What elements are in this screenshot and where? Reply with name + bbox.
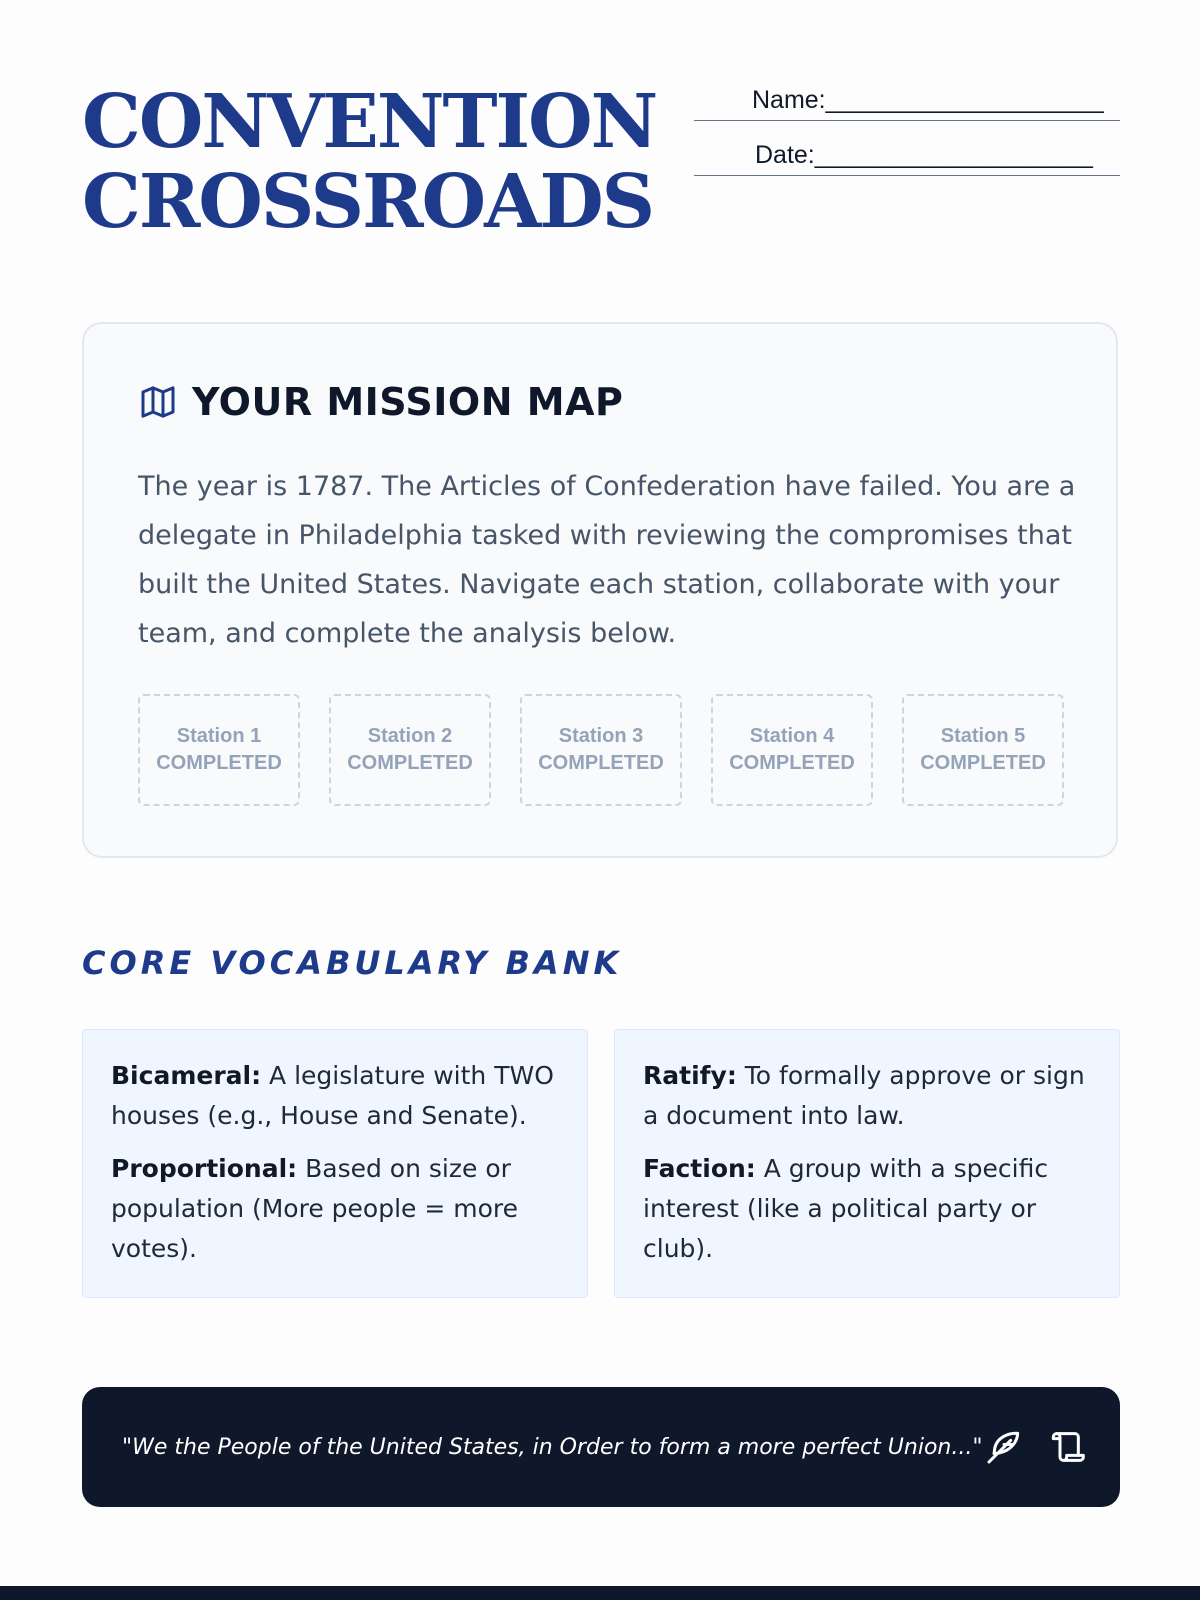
station-status: COMPLETED [538,752,664,774]
vocab-card-right [614,1029,1120,1298]
station-label: Station 5 [940,725,1026,747]
name-field[interactable] [694,84,1120,121]
date-label: Date: _____ [755,141,1093,170]
station-label: Station 3 [558,725,644,747]
station-status: COMPLETED [347,752,473,774]
vocab-definition: A legislature with TWO houses (e.g., House and Senate). [111,1061,554,1130]
vocab-term: Bicameral: [111,1061,262,1090]
station-checklist [138,694,1064,806]
date-field[interactable] [694,139,1120,176]
station-2-box[interactable] [329,694,491,806]
station-status: COMPLETED [729,752,855,774]
preamble-quote: "We the People of the United States, in Order to form a more perfect Union..." [122,1434,983,1460]
vocab-entry [643,1056,1093,1136]
station-status: COMPLETED [920,752,1046,774]
station-label: Station 4 [749,725,835,747]
mission-map-panel [82,322,1118,858]
worksheet-title [82,79,657,245]
mission-title: YOUR MISSION MAP [192,380,624,424]
vocab-term: Ratify: [643,1061,737,1090]
title-line-1: CONVENTION [82,79,657,165]
vocab-definition: To formally approve or sign a document into law. [643,1061,1085,1130]
vocab-entry [111,1149,561,1269]
vocab-heading: CORE VOCABULARY BANK [82,944,623,982]
vocab-entry [643,1149,1093,1269]
map-icon [138,382,178,422]
student-info-fields [694,84,1120,194]
preamble-quote-bar [82,1387,1120,1507]
bottom-border-bar [0,1586,1200,1600]
mission-description: The year is 1787. The Articles of Confederation have failed. You are a delegate in Philadelphia tasked with reviewing the compromises that built the United States. Navigate each station, collaborate with your team, and complete the analysis below. [138,471,1076,649]
vocab-definition: A group with a specific interest (like a political party or club). [643,1154,1049,1263]
vocab-term: Faction: [643,1154,756,1183]
station-4-box[interactable] [711,694,873,806]
vocab-definition: Based on size or population (More people = more votes). [111,1154,518,1263]
vocab-entry [111,1056,561,1136]
station-3-box[interactable] [520,694,682,806]
mission-header [138,380,623,424]
scroll-icon [1050,1427,1090,1467]
station-status: COMPLETED [156,752,282,774]
feather-icon [984,1427,1024,1467]
station-1-box[interactable] [138,694,300,806]
station-5-box[interactable] [902,694,1064,806]
name-label: Name: _____ [752,86,1104,115]
station-label: Station 1 [176,725,262,747]
vocab-term: Proportional: [111,1154,298,1183]
title-line-2: CROSSROADS [82,159,654,245]
station-label: Station 2 [367,725,453,747]
vocab-card-left [82,1029,588,1298]
